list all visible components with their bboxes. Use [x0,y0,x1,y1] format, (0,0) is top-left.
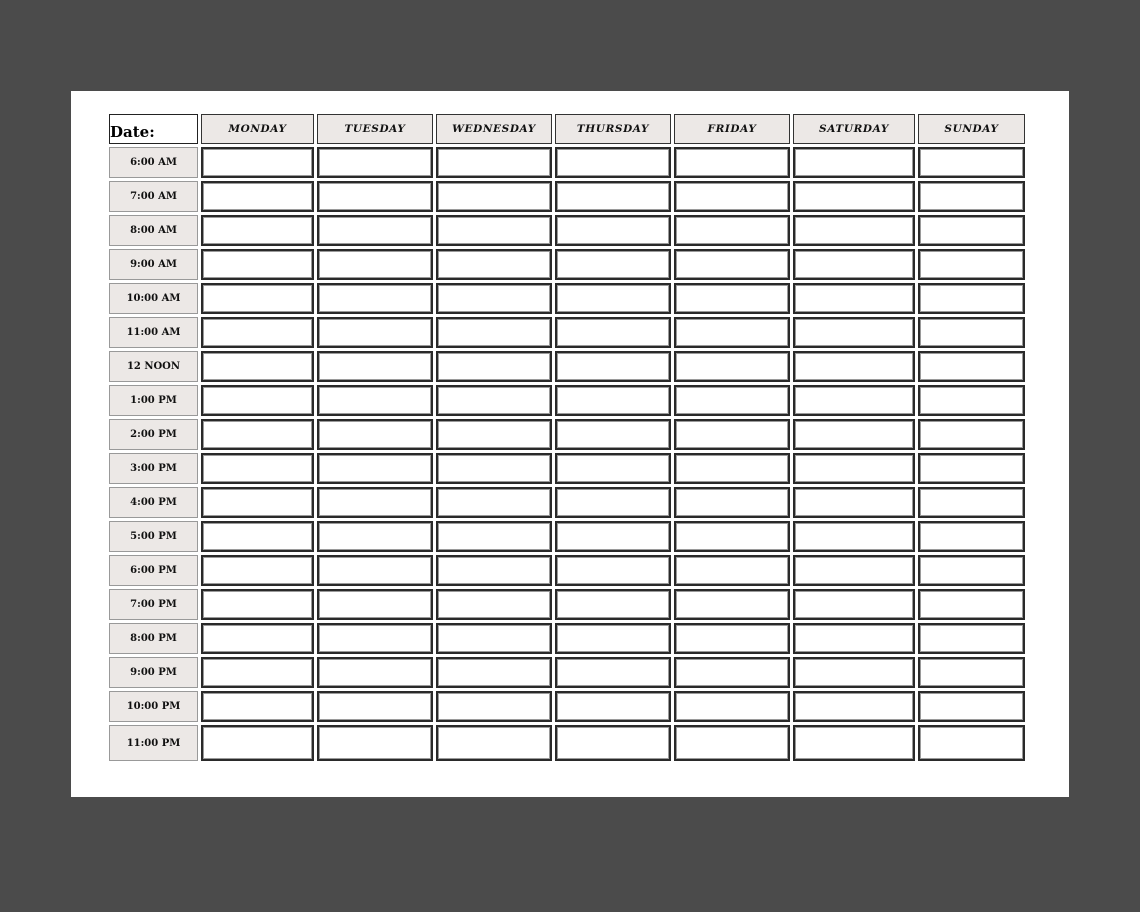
slot-saturday[interactable] [793,589,915,620]
slot-monday[interactable] [201,181,314,212]
slot-tuesday[interactable] [317,181,433,212]
slot-tuesday[interactable] [317,691,433,722]
slot-thursday[interactable] [555,487,671,518]
slot-thursday[interactable] [555,725,671,761]
time-label: 6:00 AM [109,147,198,178]
slot-thursday[interactable] [555,147,671,178]
slot-wednesday[interactable] [436,589,552,620]
time-label: 9:00 AM [109,249,198,280]
time-label: 9:00 PM [109,657,198,688]
slot-monday[interactable] [201,487,314,518]
time-label: 10:00 PM [109,691,198,722]
slot-tuesday[interactable] [317,385,433,416]
day-header-wednesday: WEDNESDAY [436,114,552,144]
slot-wednesday[interactable] [436,623,552,654]
slot-friday[interactable] [674,623,790,654]
slot-friday[interactable] [674,283,790,314]
slot-sunday[interactable] [918,487,1025,518]
slot-tuesday[interactable] [317,725,433,761]
slot-monday[interactable] [201,555,314,586]
slot-friday[interactable] [674,589,790,620]
date-label: Date: [109,114,198,144]
slot-friday[interactable] [674,487,790,518]
slot-wednesday[interactable] [436,725,552,761]
slot-sunday[interactable] [918,589,1025,620]
slot-thursday[interactable] [555,521,671,552]
slot-wednesday[interactable] [436,521,552,552]
slot-wednesday[interactable] [436,487,552,518]
time-label: 11:00 PM [109,725,198,761]
time-label: 5:00 PM [109,521,198,552]
time-label: 6:00 PM [109,555,198,586]
slot-thursday[interactable] [555,385,671,416]
slot-friday[interactable] [674,725,790,761]
slot-friday[interactable] [674,317,790,348]
time-label: 1:00 PM [109,385,198,416]
slot-saturday[interactable] [793,351,915,382]
slot-saturday[interactable] [793,521,915,552]
slot-thursday[interactable] [555,181,671,212]
day-header-tuesday: TUESDAY [317,114,433,144]
slot-tuesday[interactable] [317,419,433,450]
time-label: 10:00 AM [109,283,198,314]
slot-monday[interactable] [201,521,314,552]
slot-wednesday[interactable] [436,147,552,178]
slot-tuesday[interactable] [317,453,433,484]
slot-tuesday[interactable] [317,487,433,518]
time-label: 7:00 AM [109,181,198,212]
slot-saturday[interactable] [793,147,915,178]
slot-thursday[interactable] [555,351,671,382]
slot-wednesday[interactable] [436,249,552,280]
slot-monday[interactable] [201,453,314,484]
slot-monday[interactable] [201,147,314,178]
slot-monday[interactable] [201,657,314,688]
slot-monday[interactable] [201,589,314,620]
slot-wednesday[interactable] [436,283,552,314]
slot-monday[interactable] [201,725,314,761]
slot-monday[interactable] [201,215,314,246]
time-label: 8:00 PM [109,623,198,654]
slot-monday[interactable] [201,351,314,382]
slot-tuesday[interactable] [317,249,433,280]
slot-thursday[interactable] [555,283,671,314]
time-label: 12 NOON [109,351,198,382]
slot-friday[interactable] [674,453,790,484]
slot-thursday[interactable] [555,623,671,654]
slot-wednesday[interactable] [436,453,552,484]
slot-tuesday[interactable] [317,589,433,620]
slot-saturday[interactable] [793,215,915,246]
slot-wednesday[interactable] [436,317,552,348]
slot-friday[interactable] [674,385,790,416]
slot-saturday[interactable] [793,249,915,280]
slot-friday[interactable] [674,555,790,586]
slot-sunday[interactable] [918,691,1025,722]
slot-sunday[interactable] [918,453,1025,484]
slot-wednesday[interactable] [436,215,552,246]
slot-thursday[interactable] [555,249,671,280]
slot-sunday[interactable] [918,351,1025,382]
slot-sunday[interactable] [918,657,1025,688]
time-label: 4:00 PM [109,487,198,518]
slot-tuesday[interactable] [317,147,433,178]
slot-friday[interactable] [674,181,790,212]
slot-thursday[interactable] [555,555,671,586]
slot-monday[interactable] [201,385,314,416]
slot-tuesday[interactable] [317,623,433,654]
slot-monday[interactable] [201,317,314,348]
slot-sunday[interactable] [918,555,1025,586]
slot-wednesday[interactable] [436,419,552,450]
slot-saturday[interactable] [793,453,915,484]
slot-tuesday[interactable] [317,657,433,688]
day-header-sunday: SUNDAY [918,114,1025,144]
slot-wednesday[interactable] [436,181,552,212]
slot-wednesday[interactable] [436,555,552,586]
slot-sunday[interactable] [918,215,1025,246]
day-header-saturday: SATURDAY [793,114,915,144]
time-label: 8:00 AM [109,215,198,246]
time-label: 3:00 PM [109,453,198,484]
slot-sunday[interactable] [918,419,1025,450]
slot-monday[interactable] [201,691,314,722]
slot-thursday[interactable] [555,589,671,620]
slot-wednesday[interactable] [436,691,552,722]
weekly-schedule-grid [109,114,1021,761]
time-label: 2:00 PM [109,419,198,450]
slot-thursday[interactable] [555,691,671,722]
slot-sunday[interactable] [918,249,1025,280]
day-header-thursday: THURSDAY [555,114,671,144]
slot-tuesday[interactable] [317,521,433,552]
slot-monday[interactable] [201,283,314,314]
day-header-monday: MONDAY [201,114,314,144]
slot-saturday[interactable] [793,725,915,761]
day-header-friday: FRIDAY [674,114,790,144]
slot-sunday[interactable] [918,623,1025,654]
slot-tuesday[interactable] [317,283,433,314]
slot-saturday[interactable] [793,181,915,212]
slot-saturday[interactable] [793,283,915,314]
slot-thursday[interactable] [555,657,671,688]
slot-saturday[interactable] [793,691,915,722]
slot-thursday[interactable] [555,215,671,246]
slot-thursday[interactable] [555,419,671,450]
slot-thursday[interactable] [555,453,671,484]
slot-saturday[interactable] [793,623,915,654]
time-label: 11:00 AM [109,317,198,348]
slot-friday[interactable] [674,521,790,552]
slot-thursday[interactable] [555,317,671,348]
slot-sunday[interactable] [918,385,1025,416]
slot-sunday[interactable] [918,725,1025,761]
slot-monday[interactable] [201,623,314,654]
slot-tuesday[interactable] [317,215,433,246]
slot-friday[interactable] [674,215,790,246]
slot-tuesday[interactable] [317,555,433,586]
slot-saturday[interactable] [793,657,915,688]
slot-monday[interactable] [201,419,314,450]
slot-friday[interactable] [674,419,790,450]
slot-friday[interactable] [674,249,790,280]
slot-sunday[interactable] [918,283,1025,314]
slot-wednesday[interactable] [436,657,552,688]
slot-monday[interactable] [201,249,314,280]
slot-wednesday[interactable] [436,351,552,382]
slot-friday[interactable] [674,691,790,722]
slot-saturday[interactable] [793,555,915,586]
slot-friday[interactable] [674,351,790,382]
slot-sunday[interactable] [918,317,1025,348]
slot-wednesday[interactable] [436,385,552,416]
slot-sunday[interactable] [918,181,1025,212]
slot-friday[interactable] [674,147,790,178]
slot-sunday[interactable] [918,521,1025,552]
time-label: 7:00 PM [109,589,198,620]
slot-saturday[interactable] [793,419,915,450]
slot-saturday[interactable] [793,317,915,348]
slot-tuesday[interactable] [317,317,433,348]
slot-sunday[interactable] [918,147,1025,178]
slot-friday[interactable] [674,657,790,688]
slot-tuesday[interactable] [317,351,433,382]
slot-saturday[interactable] [793,385,915,416]
slot-saturday[interactable] [793,487,915,518]
